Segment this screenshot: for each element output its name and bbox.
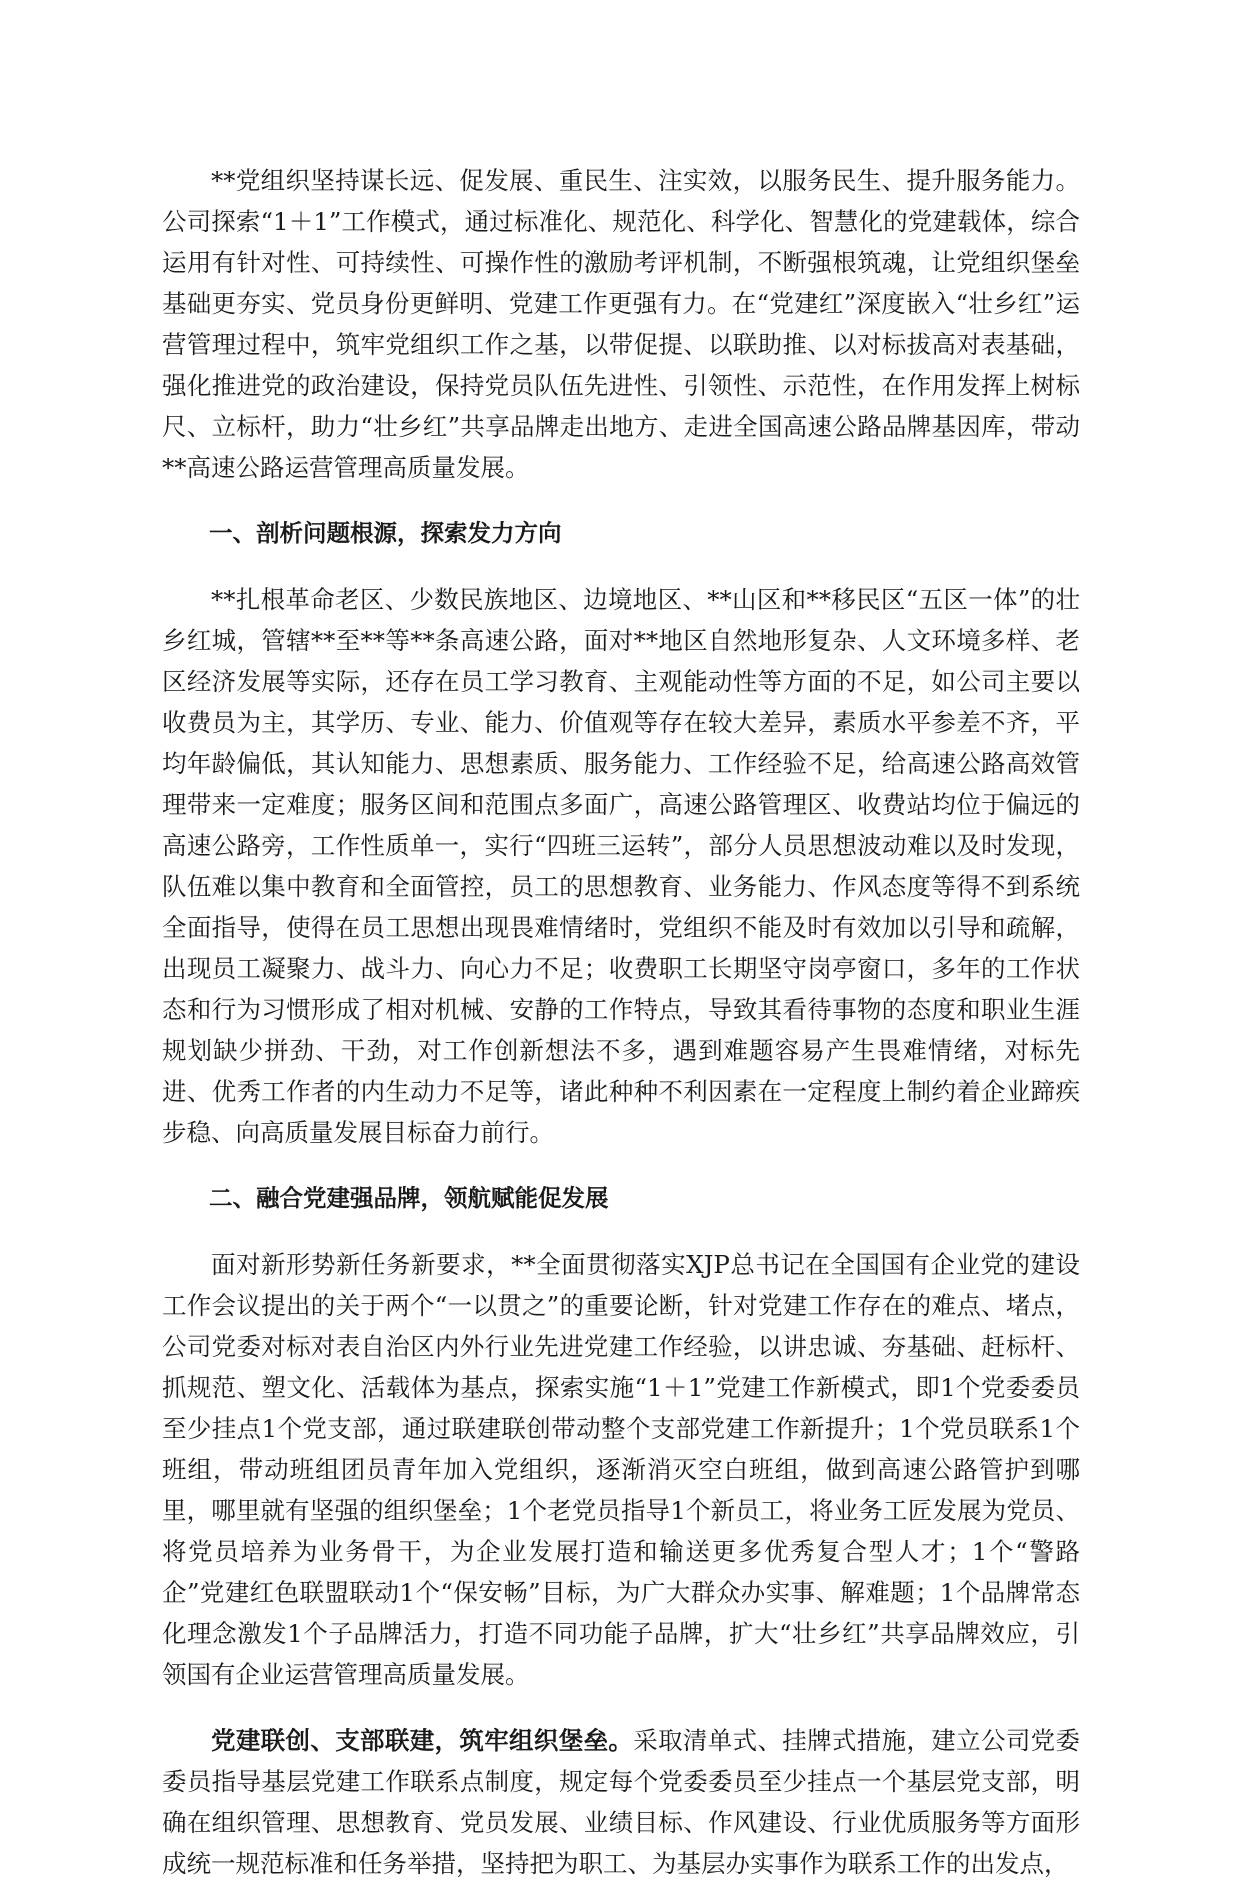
- subsection-body: 采取清单式、挂牌式措施，建立公司党委委员指导基层党建工作联系点制度，规定每个党委委员至少挂点一个基层党支部，明确在组织管理、思想教育、党员发展、业绩目标、作风建设、行业优质服务等方面形成统一规范标准和任务举措，坚持把为职工、为基层办实事作为联系工作的出发点，: [162, 1726, 1080, 1878]
- intro-paragraph: **党组织坚持谋长远、促发展、重民生、注实效，以服务民生、提升服务能力。公司探索“1＋1”工作模式，通过标准化、规范化、科学化、智慧化的党建载体，综合运用有针对性、可持续性、可操作性的激励考评机制，不断强根筑魂，让党组织堡垒基础更夯实、党员身份更鲜明、党建工作更强有力。在“党建红”深度嵌入“壮乡红”运营管理过程中，筑牢党组织工作之基，以带促提、以联助推、以对标拔高对表基础，强化推进党的政治建设，保持党员队伍先进性、引领性、示范性，在作用发挥上树标尺、立标杆，助力“壮乡红”共享品牌走出地方、走进全国高速公路品牌基因库，带动**高速公路运营管理高质量发展。: [162, 166, 1080, 482]
- document-body: [162, 160, 1080, 1884]
- section-heading-2: 二、融合党建强品牌，领航赋能促发展: [209, 1184, 609, 1212]
- section-heading-1: 一、剖析问题根源，探索发力方向: [209, 519, 562, 547]
- section-2-paragraph: 面对新形势新任务新要求，**全面贯彻落实XJP总书记在全国国有企业党的建设工作会议提出的关于两个“一以贯之”的重要论断，针对党建工作存在的难点、堵点，公司党委对标对表自治区内外行业先进党建工作经验，以讲忠诚、夯基础、赶标杆、抓规范、塑文化、活载体为基点，探索实施“1＋1”党建工作新模式，即1个党委委员至少挂点1个党支部，通过联建联创带动整个支部党建工作新提升；1个党员联系1个班组，带动班组团员青年加入党组织，逐渐消灭空白班组，做到高速公路管护到哪里，哪里就有坚强的组织堡垒；1个老党员指导1个新员工，将业务工匠发展为党员、将党员培养为业务骨干，为企业发展打造和输送更多优秀复合型人才；1个“警路企”党建红色联盟联动1个“保安畅”目标，为广大群众办实事、解难题；1个品牌常态化理念激发1个子品牌活力，打造不同功能子品牌，扩大“壮乡红”共享品牌效应，引领国有企业运营管理高质量发展。: [162, 1250, 1080, 1689]
- subsection-lead: 党建联创、支部联建，筑牢组织堡垒。: [211, 1726, 634, 1755]
- subsection-paragraph: [162, 1720, 1080, 1884]
- section-1-paragraph: **扎根革命老区、少数民族地区、边境地区、**山区和**移民区“五区一体”的壮乡红城，管辖**至**等**条高速公路，面对**地区自然地形复杂、人文环境多样、老区经济发展等实际，还存在员工学习教育、主观能动性等方面的不足，如公司主要以收费员为主，其学历、专业、能力、价值观等存在较大差异，素质水平参差不齐，平均年龄偏低，其认知能力、思想素质、服务能力、工作经验不足，给高速公路高效管理带来一定难度；服务区间和范围点多面广，高速公路管理区、收费站均位于偏远的高速公路旁，工作性质单一，实行“四班三运转”，部分人员思想波动难以及时发现，队伍难以集中教育和全面管控，员工的思想教育、业务能力、作风态度等得不到系统全面指导，使得在员工思想出现畏难情绪时，党组织不能及时有效加以引导和疏解，出现员工凝聚力、战斗力、向心力不足；收费职工长期坚守岗亭窗口，多年的工作状态和行为习惯形成了相对机械、安静的工作特点，导致其看待事物的态度和职业生涯规划缺少拼劲、干劲，对工作创新想法不多，遇到难题容易产生畏难情绪，对标先进、优秀工作者的内生动力不足等，诸此种种不利因素在一定程度上制约着企业蹄疾步稳、向高质量发展目标奋力前行。: [162, 585, 1080, 1147]
